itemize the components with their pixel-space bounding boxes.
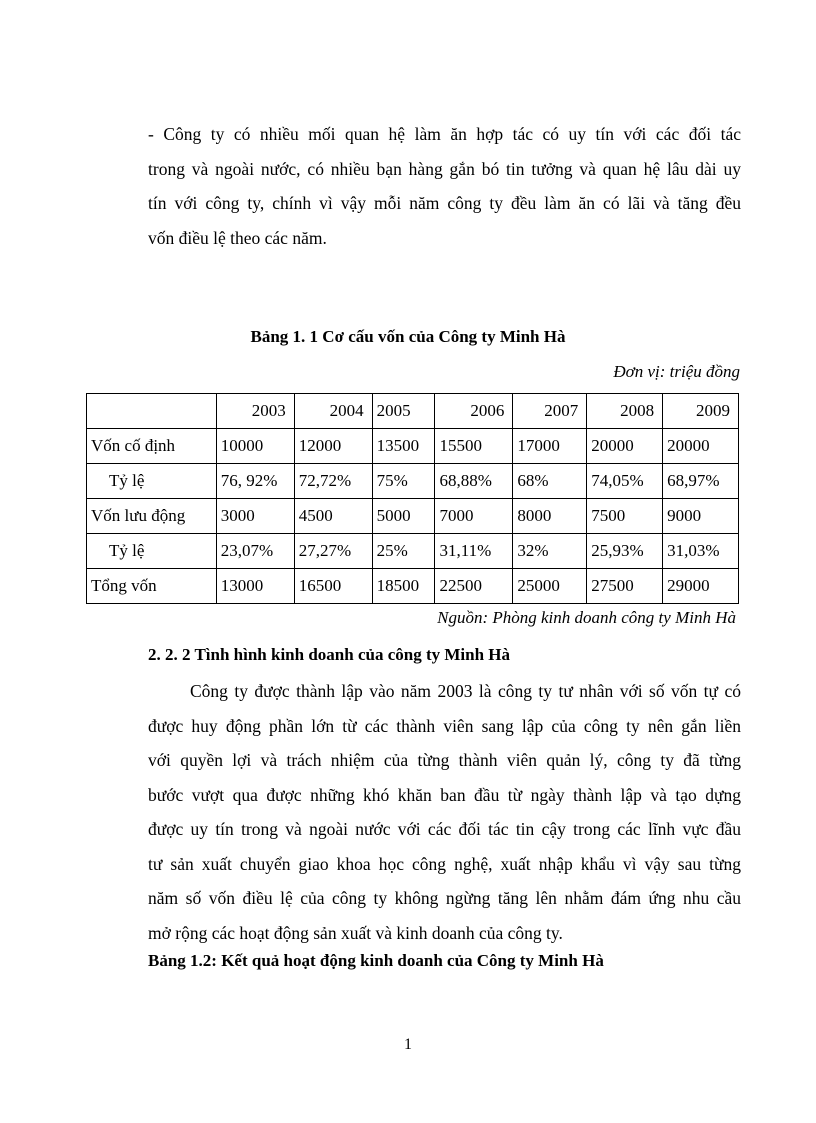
table-cell: 25000 — [513, 569, 587, 604]
table-header-cell — [87, 394, 217, 429]
table-cell: 10000 — [216, 429, 294, 464]
body-paragraph — [148, 674, 741, 950]
table-cell: 20000 — [587, 429, 663, 464]
table-header-cell: 2007 — [513, 394, 587, 429]
table-cell: 8000 — [513, 499, 587, 534]
page-number: 1 — [404, 1036, 412, 1053]
table-cell: 29000 — [663, 569, 739, 604]
table2-title: Bảng 1.2: Kết quả hoạt động kinh doanh của Công ty Minh Hà — [148, 951, 604, 970]
table-cell: Tổng vốn — [87, 569, 217, 604]
body-line: được huy động phần lớn từ các thành viên sang lập của công ty nên gắn liền — [148, 715, 741, 736]
table-cell: 68,88% — [435, 464, 513, 499]
table-row — [87, 499, 739, 534]
table-cell: Tỷ lệ — [87, 534, 217, 569]
table-header-cell: 2008 — [587, 394, 663, 429]
table-cell: 27,27% — [294, 534, 372, 569]
source-note: Nguồn: Phòng kinh doanh công ty Minh Hà — [437, 608, 736, 627]
table-cell: 76, 92% — [216, 464, 294, 499]
table-cell: 18500 — [372, 569, 435, 604]
table-row — [87, 429, 739, 464]
table-cell: Tỷ lệ — [87, 464, 217, 499]
table-cell: 16500 — [294, 569, 372, 604]
table-cell: 74,05% — [587, 464, 663, 499]
table-cell: 25% — [372, 534, 435, 569]
table-cell: 17000 — [513, 429, 587, 464]
table-cell: 68,97% — [663, 464, 739, 499]
table-cell: Vốn cố định — [87, 429, 217, 464]
intro-line: - Công ty có nhiều mối quan hệ làm ăn hợp tác có uy tín với các đối tác — [148, 124, 741, 144]
table-cell: 23,07% — [216, 534, 294, 569]
table-cell: 27500 — [587, 569, 663, 604]
table-cell: 5000 — [372, 499, 435, 534]
body-line: năm số vốn điều lệ của công ty không ngừng tăng lên nhằm đám ứng nhu cầu — [148, 888, 741, 908]
intro-line: trong và ngoài nước, có nhiều bạn hàng gắn bó tin tưởng và quan hệ lâu dài uy — [148, 158, 741, 179]
table-cell: 13500 — [372, 429, 435, 464]
table-cell: 9000 — [663, 499, 739, 534]
body-line: mở rộng các hoạt động sản xuất và kinh doanh của công ty. — [148, 922, 563, 943]
intro-line: vốn điều lệ theo các năm. — [148, 227, 327, 248]
table-header-cell: 2004 — [294, 394, 372, 429]
table-header-cell: 2003 — [216, 394, 294, 429]
body-line: bước vượt qua được những khó khăn ban đầu từ ngày thành lập và tạo dựng — [148, 784, 741, 805]
capital-structure-table — [86, 393, 739, 604]
table-cell: 32% — [513, 534, 587, 569]
table-header-cell: 2009 — [663, 394, 739, 429]
table-cell: 20000 — [663, 429, 739, 464]
table-cell: Vốn lưu động — [87, 499, 217, 534]
table-cell: 7500 — [587, 499, 663, 534]
body-line: được uy tín trong và ngoài nước với các đối tác tin cậy trong các lĩnh vực đầu — [148, 819, 741, 839]
table-cell: 4500 — [294, 499, 372, 534]
table-row — [87, 534, 739, 569]
table-row — [87, 569, 739, 604]
intro-line: tín với công ty, chính vì vậy mỗi năm công ty đều làm ăn có lãi và tăng đều — [148, 193, 741, 213]
table-cell: 75% — [372, 464, 435, 499]
body-line: Công ty được thành lập vào năm 2003 là công ty tư nhân với số vốn tự có — [190, 681, 741, 701]
body-line: tư sản xuất chuyển giao khoa học công nghệ, xuất nhập khẩu vì vậy sau từng — [148, 853, 741, 874]
section-heading: 2. 2. 2 Tình hình kinh doanh của công ty Minh Hà — [148, 645, 511, 664]
table-header-cell: 2005 — [372, 394, 435, 429]
table-cell: 68% — [513, 464, 587, 499]
table-cell: 13000 — [216, 569, 294, 604]
table-cell: 31,11% — [435, 534, 513, 569]
table-title: Bảng 1. 1 Cơ cấu vốn của Công ty Minh Hà — [250, 327, 566, 346]
table-header-cell: 2006 — [435, 394, 513, 429]
table-cell: 15500 — [435, 429, 513, 464]
table-header-row — [87, 394, 739, 429]
table-cell: 25,93% — [587, 534, 663, 569]
table-row — [87, 464, 739, 499]
table-cell: 7000 — [435, 499, 513, 534]
intro-paragraph — [148, 117, 741, 255]
body-line: với quyền lợi và trách nhiệm của từng thành viên quản lý, công ty đã từng — [148, 750, 741, 770]
table-cell: 22500 — [435, 569, 513, 604]
table-cell: 3000 — [216, 499, 294, 534]
table-cell: 31,03% — [663, 534, 739, 569]
unit-note: Đơn vị: triệu đồng — [613, 362, 740, 381]
table-cell: 72,72% — [294, 464, 372, 499]
table-cell: 12000 — [294, 429, 372, 464]
